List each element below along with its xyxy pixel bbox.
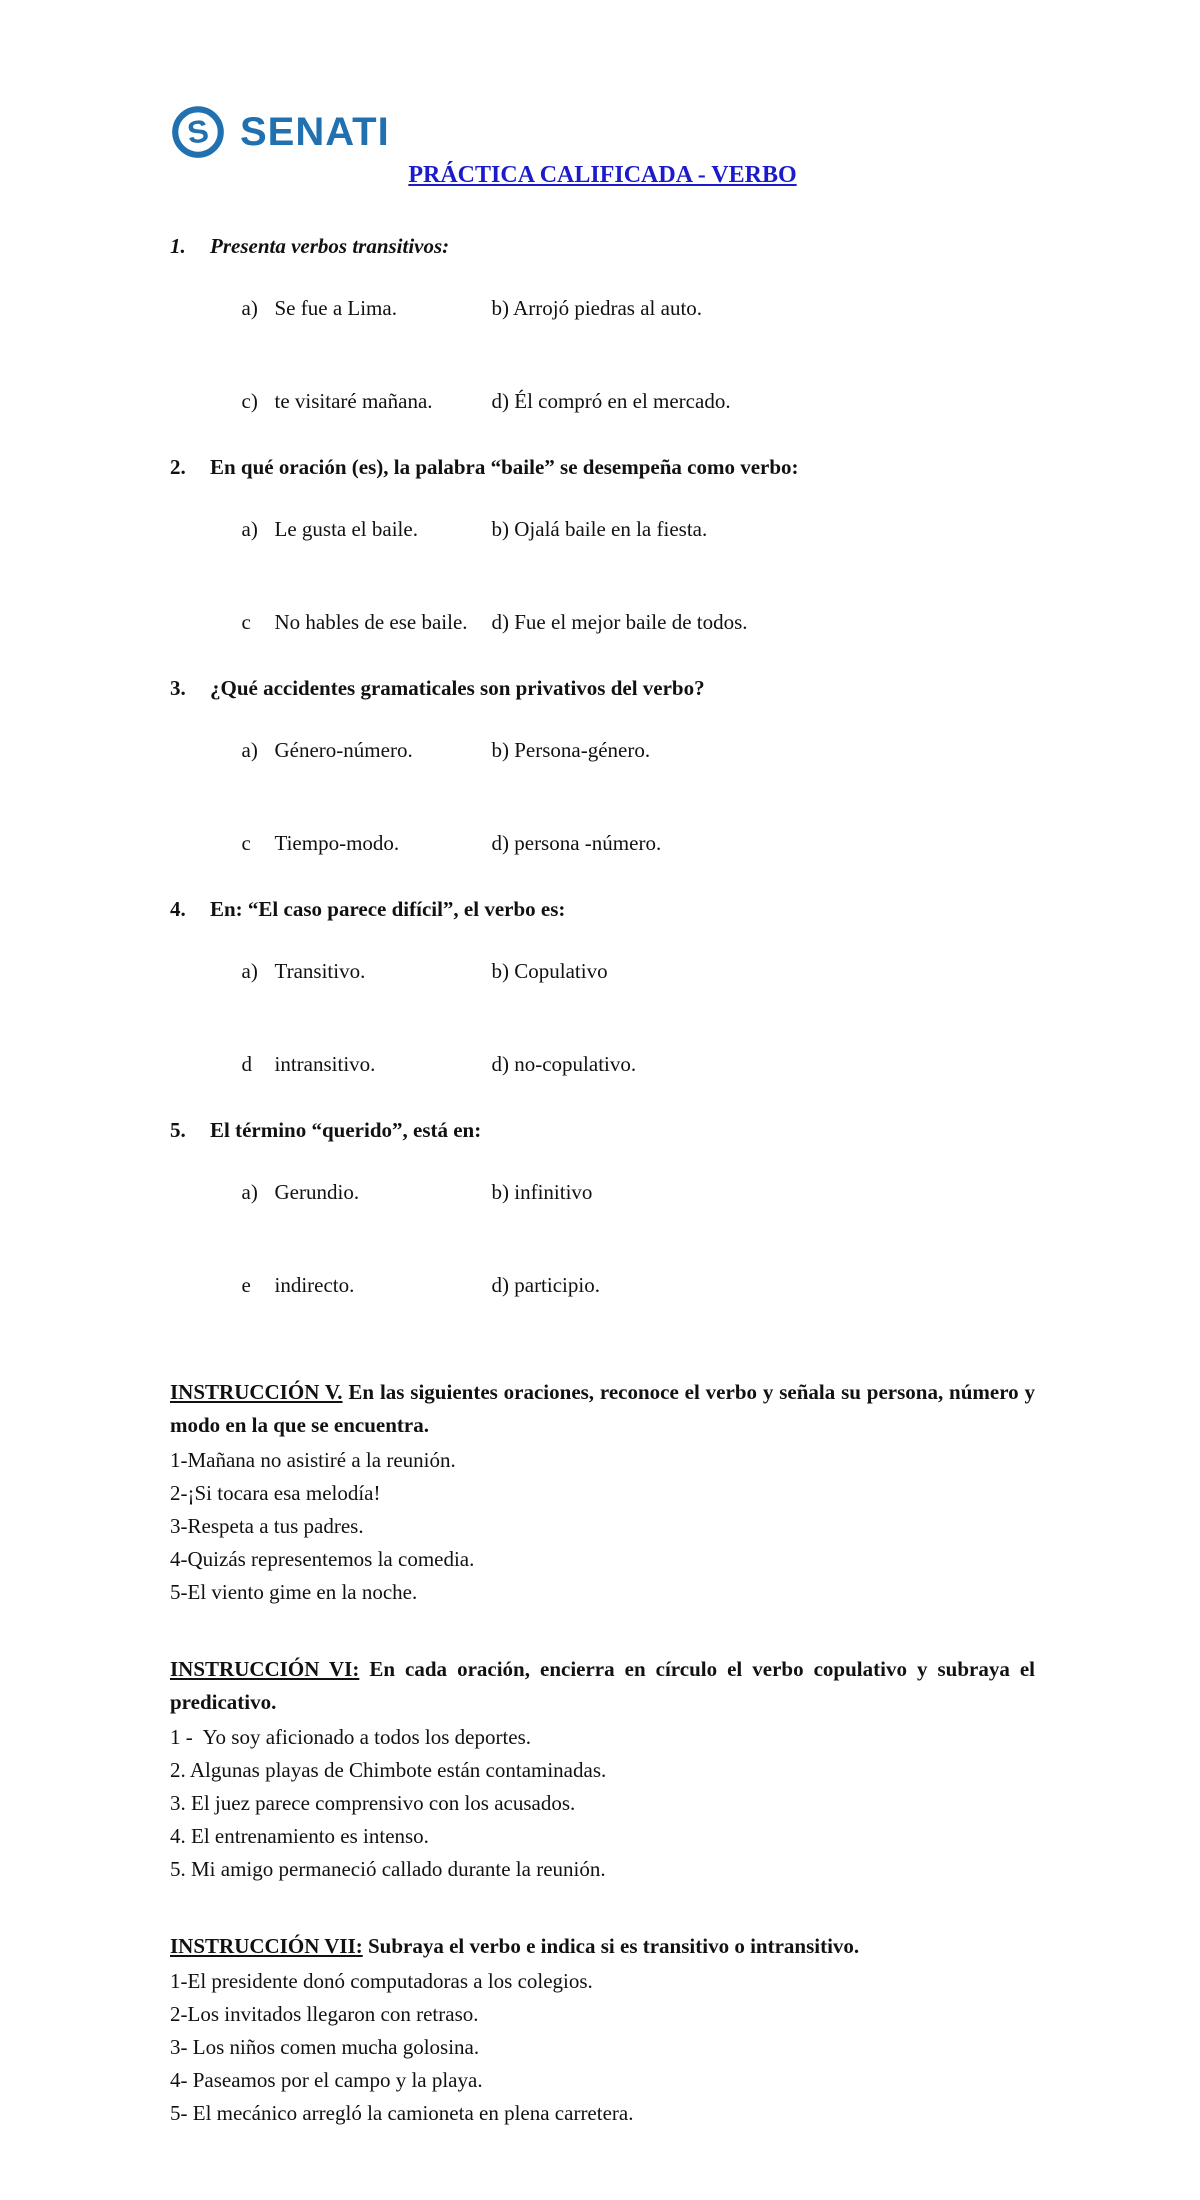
question-number: 3. xyxy=(170,676,186,700)
section-instructions: En las siguientes oraciones, reconoce el verbo y señala su persona, número y modo en la que se encuentra. xyxy=(170,1380,1036,1437)
section-instruccion-vi xyxy=(170,1653,1035,1886)
question-1-options-line-1 xyxy=(170,262,1035,355)
exercise-sentence: 3- Los niños comen mucha golosina. xyxy=(170,2035,480,2059)
question-1-options-line-2 xyxy=(170,355,1035,448)
option-text: d) Él compró en el mercado. xyxy=(491,389,731,413)
option-text: d) persona -número. xyxy=(491,831,662,855)
exercise-sentence: 4- Paseamos por el campo y la playa. xyxy=(170,2068,483,2092)
section-instructions: En cada oración, encierra en círculo el verbo copulativo y subraya el predicativo. xyxy=(170,1657,1036,1714)
section-instructions: Subraya el verbo e indica si es transitivo o intransitivo. xyxy=(367,1934,860,1958)
option-text: Género-número. xyxy=(274,738,413,762)
exercise-sentence: 5- El mecánico arregló la camioneta en plena carretera. xyxy=(170,2101,634,2125)
section-instruccion-v xyxy=(170,1376,1035,1609)
question-5-head xyxy=(170,1115,1035,1146)
senati-logo-icon xyxy=(170,104,226,160)
option-letter: a) xyxy=(241,738,258,762)
exercise-sentence: 3-Respeta a tus padres. xyxy=(170,1514,364,1538)
option-text: d) Fue el mejor baile de todos. xyxy=(491,610,748,634)
section-title: INSTRUCCIÓN VI: xyxy=(170,1657,360,1681)
option-letter: c xyxy=(241,610,251,634)
question-number: 4. xyxy=(170,897,186,921)
question-3 xyxy=(170,673,1035,890)
exercise-sentence: 1-Mañana no asistiré a la reunión. xyxy=(170,1448,456,1472)
option-letter: a) xyxy=(241,517,258,541)
section-heading xyxy=(170,1653,1035,1719)
question-2-options-line-1 xyxy=(170,483,1035,576)
svg-text:S: S xyxy=(185,112,211,151)
question-4-options-line-2 xyxy=(170,1018,1035,1111)
option-text: intransitivo. xyxy=(274,1052,376,1076)
option-text: Gerundio. xyxy=(274,1180,360,1204)
question-4-head xyxy=(170,894,1035,925)
option-text: d) participio. xyxy=(491,1273,600,1297)
option-letter: e xyxy=(241,1273,251,1297)
question-prompt: ¿Qué accidentes gramaticales son privativos del verbo? xyxy=(210,676,705,700)
section-title: INSTRUCCIÓN VII: xyxy=(170,1934,363,1958)
section-title: INSTRUCCIÓN V. xyxy=(170,1380,343,1404)
exercise-sentence: 4-Quizás representemos la comedia. xyxy=(170,1547,475,1571)
exercise-sentence: 2-Los invitados llegaron con retraso. xyxy=(170,2002,479,2026)
section-instruccion-vii xyxy=(170,1930,1035,2130)
exercise-sentence: 1 - Yo soy aficionado a todos los deportes. xyxy=(170,1725,532,1749)
exercise-sentence: 3. El juez parece comprensivo con los acusados. xyxy=(170,1791,576,1815)
exercise-sentence: 5-El viento gime en la noche. xyxy=(170,1580,418,1604)
exercise-sentence: 1-El presidente donó computadoras a los colegios. xyxy=(170,1969,593,1993)
option-text: b) infinitivo xyxy=(491,1180,593,1204)
question-3-options-line-1 xyxy=(170,704,1035,797)
question-2-options-line-2 xyxy=(170,576,1035,669)
question-prompt: En: “El caso parece difícil”, el verbo es: xyxy=(210,897,566,921)
question-1-head xyxy=(170,231,1035,262)
option-letter: d xyxy=(241,1052,252,1076)
option-text: Se fue a Lima. xyxy=(274,296,397,320)
option-letter: a) xyxy=(241,959,258,983)
question-number: 1. xyxy=(170,234,186,258)
page-title: PRÁCTICA CALIFICADA - VERBO xyxy=(408,162,797,188)
question-3-options-line-2 xyxy=(170,797,1035,890)
question-number: 5. xyxy=(170,1118,186,1142)
option-text: Transitivo. xyxy=(274,959,366,983)
option-text: Le gusta el baile. xyxy=(274,517,418,541)
exercise-sentence: 2-¡Si tocara esa melodía! xyxy=(170,1481,381,1505)
question-1 xyxy=(170,231,1035,448)
option-text: indirecto. xyxy=(274,1273,355,1297)
option-text: b) Copulativo xyxy=(491,959,608,983)
question-4-options-line-1 xyxy=(170,925,1035,1018)
senati-logo-text: SENATI xyxy=(240,109,390,154)
question-prompt: En qué oración (es), la palabra “baile” se desempeña como verbo: xyxy=(210,455,799,479)
question-prompt: Presenta verbos transitivos: xyxy=(210,234,450,258)
question-5 xyxy=(170,1115,1035,1332)
option-text: Tiempo-modo. xyxy=(274,831,400,855)
question-2-head xyxy=(170,452,1035,483)
question-number: 2. xyxy=(170,455,186,479)
exercise-sentence: 4. El entrenamiento es intenso. xyxy=(170,1824,429,1848)
option-text: No hables de ese baile. xyxy=(274,610,468,634)
question-3-head xyxy=(170,673,1035,704)
question-2 xyxy=(170,452,1035,669)
exercise-sentence: 2. Algunas playas de Chimbote están contaminadas. xyxy=(170,1758,607,1782)
option-text: d) no-copulativo. xyxy=(491,1052,637,1076)
question-5-options-line-2 xyxy=(170,1239,1035,1332)
option-text: te visitaré mañana. xyxy=(274,389,433,413)
option-text: b) Arrojó piedras al auto. xyxy=(491,296,703,320)
option-letter: c) xyxy=(241,389,258,413)
question-4 xyxy=(170,894,1035,1111)
option-letter: a) xyxy=(241,296,258,320)
option-letter: c xyxy=(241,831,251,855)
section-heading xyxy=(170,1376,1035,1442)
question-5-options-line-1 xyxy=(170,1146,1035,1239)
option-text: b) Ojalá baile en la fiesta. xyxy=(491,517,708,541)
exercise-sentence: 5. Mi amigo permaneció callado durante la reunión. xyxy=(170,1857,606,1881)
option-letter: a) xyxy=(241,1180,258,1204)
question-prompt: El término “querido”, está en: xyxy=(210,1118,482,1142)
senati-logo xyxy=(170,104,1035,160)
section-heading xyxy=(170,1930,1035,1963)
option-text: b) Persona-género. xyxy=(491,738,651,762)
